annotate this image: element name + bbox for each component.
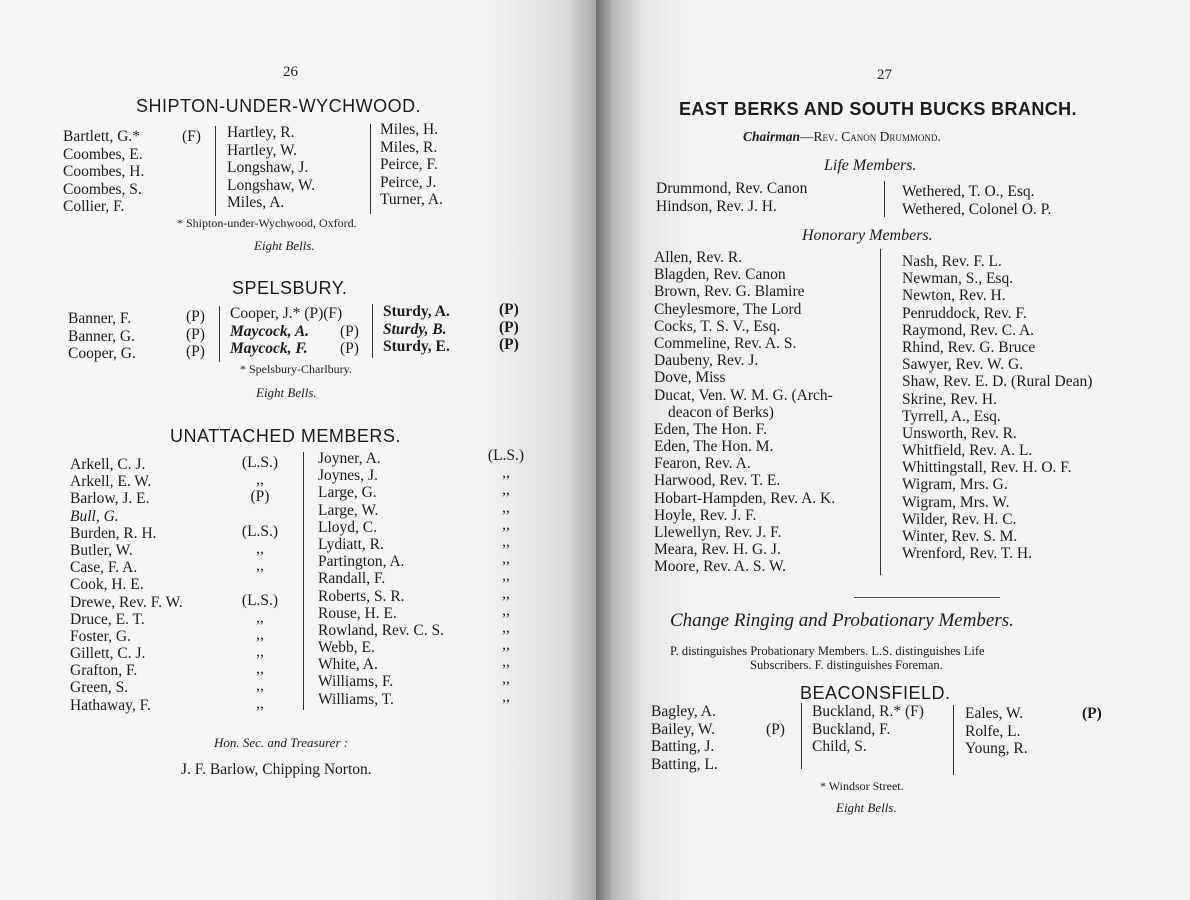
list-item: Shaw, Rev. E. D. (Rural Dean) <box>902 373 1093 391</box>
list-item: Hoyle, Rev. J. F. <box>654 506 757 524</box>
change-ringing-title: Change Ringing and Probationary Members. <box>670 610 1014 631</box>
list-item: Large, W. <box>318 501 379 519</box>
legend-line-1: P. distinguishes Probationary Members. L.S. distinguishes Life <box>670 644 985 658</box>
status-mark: ,, <box>256 694 264 712</box>
list-item: Whitfield, Rev. A. L. <box>902 442 1033 460</box>
column-divider <box>801 703 802 769</box>
list-item: Grafton, F. <box>70 662 138 680</box>
status-mark <box>766 703 785 721</box>
column-divider <box>884 181 885 217</box>
list-item: Cooper, J.* (P)(F) <box>230 305 343 322</box>
list-item: Newton, Rev. H. <box>902 287 1006 305</box>
status-mark: (P) <box>340 322 359 340</box>
list-item: Nash, Rev. F. L. <box>902 253 1002 270</box>
status-mark <box>766 738 785 756</box>
status-mark: ,, <box>502 584 510 602</box>
status-mark: (P) <box>186 343 205 360</box>
page-number-right: 27 <box>877 67 892 83</box>
spelsbury-col2-marks <box>340 305 359 358</box>
branch-title: EAST BERKS AND SOUTH BUCKS BRANCH. <box>679 99 1077 119</box>
life-members-title: Life Members. <box>824 157 917 174</box>
list-item: Daubeny, Rev. J. <box>654 352 759 370</box>
status-mark: (P) <box>766 720 785 738</box>
status-mark: ,, <box>502 532 510 550</box>
list-item: Commeline, Rev. A. S. <box>654 334 797 352</box>
list-item: Hobart-Hampden, Rev. A. K. <box>654 489 836 507</box>
status-mark: (L.S.) <box>241 454 279 471</box>
list-item: Longshaw, J. <box>227 159 309 176</box>
list-item: Banner, F. <box>68 310 132 327</box>
status-mark <box>232 506 288 523</box>
section-title-unattached: UNATTACHED MEMBERS. <box>170 426 401 446</box>
list-item: Harwood, Rev. T. E. <box>654 472 781 490</box>
chairman-name: —Rev. Canon Drummond. <box>800 129 941 144</box>
list-item: Roberts, S. R. <box>318 587 405 605</box>
list-item: Tyrrell, A., Esq. <box>902 407 1001 425</box>
status-mark: ,, <box>256 625 264 643</box>
status-mark: ,, <box>256 677 264 695</box>
list-item: Wigram, Mrs. G. <box>902 476 1008 494</box>
status-mark: ,, <box>502 687 510 705</box>
status-mark: ,, <box>256 660 264 678</box>
life-col1 <box>656 180 807 215</box>
list-item: Rowland, Rev. C. S. <box>318 621 445 639</box>
list-item: Bartlett, G.* <box>63 128 141 145</box>
list-item: Large, G. <box>318 484 377 502</box>
status-mark: (P) <box>186 325 205 343</box>
shipton-col1-marks <box>182 128 201 146</box>
list-item: Child, S. <box>812 738 867 755</box>
list-item: Winter, Rev. S. M. <box>902 528 1018 545</box>
page-number-left: 26 <box>283 64 298 80</box>
list-item: Sturdy, A. <box>383 303 450 320</box>
list-item: Rouse, H. E. <box>318 604 397 622</box>
list-item: Green, S. <box>70 679 129 697</box>
column-divider <box>215 126 216 216</box>
list-item: Williams, T. <box>318 690 394 708</box>
status-mark: (P) <box>340 340 359 357</box>
secretary-label: Hon. Sec. and Treasurer : <box>214 735 349 750</box>
section-title-beaconsfield: BEACONSFIELD. <box>800 683 951 703</box>
list-item: Peirce, F. <box>380 156 438 173</box>
column-divider <box>219 306 220 362</box>
status-mark: (P) <box>499 336 519 353</box>
life-col2 <box>902 183 1051 218</box>
list-item: Sawyer, Rev. W. G. <box>902 356 1024 374</box>
list-item: Meara, Rev. H. G. J. <box>654 541 781 559</box>
list-item: Eden, The Hon. M. <box>654 438 774 456</box>
list-item: Wethered, T. O., Esq. <box>902 183 1035 200</box>
footnote-spelsbury: * Spelsbury-Charlbury. <box>240 362 352 376</box>
status-mark: ,, <box>256 557 264 575</box>
chairman-line <box>743 129 941 145</box>
list-item: Buckland, R.* (F) <box>812 703 924 720</box>
list-item: Penruddock, Rev. F. <box>902 304 1027 322</box>
status-mark: ,, <box>502 618 510 636</box>
beaconsfield-col2 <box>812 703 924 756</box>
list-item: Longshaw, W. <box>227 176 316 194</box>
list-item: Sturdy, E. <box>383 338 450 355</box>
status-mark <box>340 305 359 323</box>
list-item: Skrine, Rev. H. <box>902 390 997 408</box>
list-item: Eden, The Hon. F. <box>654 420 767 438</box>
list-item: Druce, E. T. <box>70 610 145 628</box>
list-item: Newman, S., Esq. <box>902 270 1014 288</box>
list-item: Wethered, Colonel O. P. <box>902 200 1052 218</box>
list-item: Wrenford, Rev. T. H. <box>902 545 1032 563</box>
list-item: Coombes, E. <box>63 145 143 163</box>
list-item: Foster, G. <box>70 627 131 645</box>
list-item: Maycock, F. <box>230 340 308 357</box>
column-divider <box>953 705 954 775</box>
spelsbury-col2 <box>230 305 342 358</box>
list-item: Cheylesmore, The Lord <box>654 300 802 318</box>
list-item: Dove, Miss <box>654 369 726 387</box>
list-item: Rolfe, L. <box>965 722 1021 740</box>
list-item: Cocks, T. S. V., Esq. <box>654 317 781 335</box>
list-item: Miles, A. <box>227 194 285 211</box>
status-mark: (P) <box>186 308 205 325</box>
right-page <box>596 0 1190 900</box>
list-item: Joyner, A. <box>318 450 381 467</box>
list-item: Drewe, Rev. F. W. <box>70 593 183 611</box>
list-item: Cook, H. E. <box>70 576 144 594</box>
shipton-col3 <box>380 121 443 209</box>
bells-spelsbury: Eight Bells. <box>256 385 317 400</box>
list-item: deacon of Berks) <box>668 403 774 421</box>
list-item: Drummond, Rev. Canon <box>656 180 808 197</box>
status-mark: ,, <box>502 653 510 671</box>
list-item: Hartley, R. <box>227 124 295 141</box>
column-divider <box>303 452 304 710</box>
list-item: Bagley, A. <box>651 703 716 720</box>
status-mark: ,, <box>502 601 510 619</box>
list-item: Buckland, F. <box>812 720 891 738</box>
list-item: Webb, E. <box>318 639 375 657</box>
list-item: Batting, J. <box>651 738 715 755</box>
list-item: Young, R. <box>965 740 1028 757</box>
list-item: Fearon, Rev. A. <box>654 455 751 473</box>
status-mark: (P) <box>250 488 270 506</box>
shipton-col2 <box>227 124 315 212</box>
status-mark: ,, <box>502 567 510 585</box>
unattached-col1-marks <box>232 454 288 712</box>
list-item: Unsworth, Rev. R. <box>902 424 1017 442</box>
shipton-col1 <box>63 128 144 216</box>
beaconsfield-col1 <box>651 703 718 773</box>
status-mark: (P) <box>499 318 519 336</box>
list-item: Raymond, Rev. C. A. <box>902 321 1035 339</box>
list-item: Blagden, Rev. Canon <box>654 266 786 284</box>
list-item: Joynes, J. <box>318 467 378 485</box>
list-item: Eales, W. <box>965 705 1024 722</box>
list-item: Butler, W. <box>70 541 133 559</box>
status-mark <box>766 756 785 774</box>
status-mark: (F) <box>182 128 201 145</box>
beaconsfield-col3-marks <box>1082 705 1102 723</box>
section-title-shipton: SHIPTON-UNDER-WYCHWOOD. <box>136 96 422 116</box>
honorary-members-title: Honorary Members. <box>802 227 933 244</box>
list-item: Hathaway, F. <box>70 696 151 714</box>
status-mark: ,, <box>502 498 510 516</box>
bells-shipton: Eight Bells. <box>254 238 315 253</box>
spelsbury-col3 <box>383 303 450 356</box>
list-item: Banner, G. <box>68 327 135 345</box>
list-item: Peirce, J. <box>380 173 437 191</box>
list-item: Lydiatt, R. <box>318 535 384 553</box>
footnote-beaconsfield: * Windsor Street. <box>820 779 904 793</box>
status-mark: ,, <box>256 608 264 626</box>
list-item: Barlow, J. E. <box>70 490 150 508</box>
list-item: Batting, L. <box>651 755 718 773</box>
status-mark: (L.S.) <box>241 591 279 609</box>
status-mark: (P) <box>1082 705 1102 722</box>
unattached-col1 <box>70 456 183 714</box>
beaconsfield-col3 <box>965 705 1028 758</box>
spelsbury-col1 <box>68 310 136 363</box>
beaconsfield-col1-marks <box>766 703 785 773</box>
honorary-col2 <box>902 253 1092 562</box>
unattached-col2-marks <box>480 447 532 705</box>
list-item: Bull, G. <box>70 507 119 525</box>
list-item: Arkell, C. J. <box>70 456 146 473</box>
status-mark: (L.S.) <box>487 447 525 464</box>
status-mark: ,, <box>502 464 510 482</box>
spelsbury-col1-marks <box>186 308 205 361</box>
list-item: Llewellyn, Rev. J. F. <box>654 524 782 541</box>
list-item: Miles, H. <box>380 121 439 138</box>
list-item: Whittingstall, Rev. H. O. F. <box>902 459 1072 477</box>
secretary-name: J. F. Barlow, Chipping Norton. <box>181 761 372 778</box>
column-divider <box>372 304 373 358</box>
column-divider <box>880 249 881 575</box>
list-item: Maycock, A. <box>230 322 310 340</box>
list-item: Rhind, Rev. G. Bruce <box>902 338 1036 356</box>
list-item: Wigram, Mrs. W. <box>902 493 1010 511</box>
list-item: Lloyd, C. <box>318 518 377 536</box>
list-item: Cooper, G. <box>68 345 136 362</box>
status-mark: (P) <box>499 301 519 318</box>
list-item: Turner, A. <box>380 191 443 208</box>
list-item: Bailey, W. <box>651 720 716 738</box>
bells-beaconsfield: Eight Bells. <box>836 800 897 815</box>
status-mark: (L.S.) <box>241 522 279 540</box>
list-item: Case, F. A. <box>70 559 138 577</box>
section-divider <box>854 597 1000 598</box>
list-item: Arkell, E. W. <box>70 473 152 491</box>
list-item: White, A. <box>318 656 378 674</box>
status-mark: ,, <box>256 643 264 661</box>
list-item: Sturdy, B. <box>383 320 447 338</box>
list-item: Coombes, S. <box>63 180 142 198</box>
list-item: Hindson, Rev. J. H. <box>656 197 777 215</box>
status-mark: ,, <box>256 471 264 489</box>
list-item: Moore, Rev. A. S. W. <box>654 558 787 576</box>
footnote-shipton: * Shipton-under-Wychwood, Oxford. <box>177 216 357 230</box>
spelsbury-col3-marks <box>499 301 519 354</box>
status-mark: ,, <box>256 539 264 557</box>
status-mark: ,, <box>502 481 510 499</box>
list-item: Collier, F. <box>63 198 125 215</box>
list-item: Gillett, C. J. <box>70 645 146 663</box>
list-item: Williams, F. <box>318 673 394 691</box>
list-item: Wilder, Rev. H. C. <box>902 510 1017 528</box>
status-mark: ,, <box>502 670 510 688</box>
list-item: Coombes, H. <box>63 163 145 180</box>
list-item: Allen, Rev. R. <box>654 249 743 266</box>
status-mark: ,, <box>502 550 510 568</box>
status-mark: ,, <box>502 515 510 533</box>
list-item: Partington, A. <box>318 553 405 571</box>
list-item: Miles, R. <box>380 138 438 156</box>
list-item: Brown, Rev. G. Blamire <box>654 283 805 301</box>
list-item: Randall, F. <box>318 570 386 588</box>
column-divider <box>370 124 371 214</box>
legend-line-2: Subscribers. F. distinguishes Foreman. <box>750 658 943 672</box>
list-item: Hartley, W. <box>227 141 298 159</box>
status-mark: ,, <box>502 636 510 654</box>
status-mark <box>232 574 288 591</box>
chairman-label: Chairman <box>743 129 801 144</box>
list-item: Ducat, Ven. W. M. G. (Arch- <box>654 386 833 404</box>
honorary-col1 <box>654 249 835 576</box>
list-item: Burden, R. H. <box>70 524 157 542</box>
unattached-col2 <box>318 450 444 708</box>
section-title-spelsbury: SPELSBURY. <box>232 278 348 298</box>
